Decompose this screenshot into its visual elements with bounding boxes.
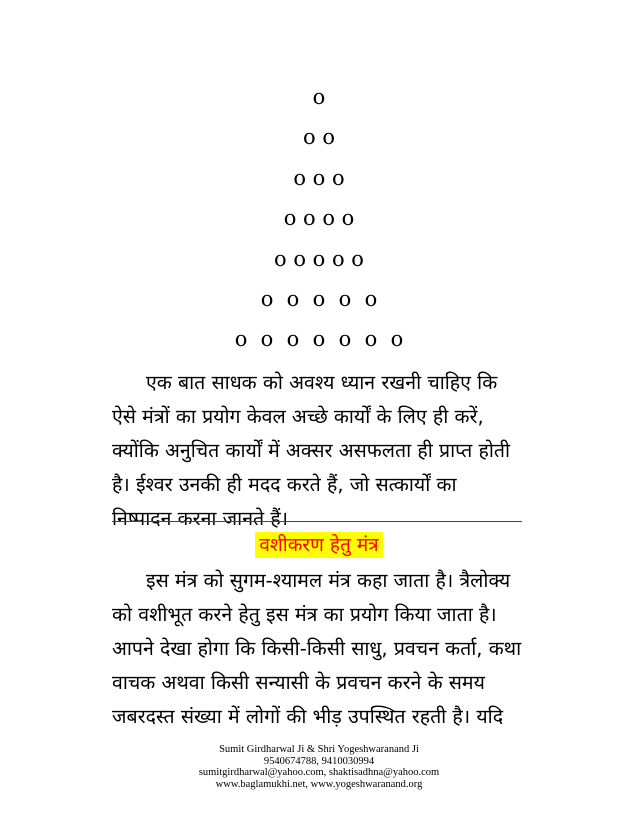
paragraph-line: आपने देखा होगा कि किसी-किसी साधु, प्रवचन कर्ता, कथा (112, 637, 522, 660)
circle-row: o o o o (283, 206, 355, 230)
paragraph-advice (112, 366, 522, 536)
paragraph-line: एक बात साधक को अवश्य ध्यान रखनी चाहिए कि (146, 371, 498, 394)
circle-row: o o o o o (260, 287, 378, 311)
section-divider (112, 521, 522, 522)
footer-phones: 9540674788, 9410030994 (263, 755, 375, 767)
circle-row: o o (303, 125, 335, 149)
page-footer (0, 744, 638, 790)
footer-authors: Sumit Girdharwal Ji & Shri Yogeshwaranand Ji (219, 744, 419, 755)
paragraph-mantra-intro (112, 564, 522, 734)
paragraph-line: इस मंत्र को सुगम-श्यामल मंत्र कहा जाता है। त्रैलोक्य (146, 569, 511, 592)
paragraph-line: जबरदस्त संख्या में लोगों की भीड़ उपस्थित रहती है। यदि (112, 705, 504, 728)
paragraph-line: वाचक अथवा किसी सन्यासी के प्रवचन करने के समय (112, 671, 485, 694)
circle-row: o o o (293, 166, 345, 190)
circle-row: o o o o o o o (234, 327, 404, 351)
footer-websites: www.baglamukhi.net, www.yogeshwaranand.org (215, 778, 423, 790)
circle-row: o o o o o (274, 247, 364, 271)
circle-triangle-decoration (0, 86, 638, 356)
footer-emails: sumitgirdharwal@yahoo.com, shaktisadhna@yahoo.com (198, 767, 440, 778)
section-heading-wrap (0, 532, 638, 558)
paragraph-line: है। ईश्वर उनकी ही मदद करते हैं, जो सत्कार्यों का (112, 473, 457, 496)
section-heading: वशीकरण हेतु मंत्र (255, 532, 382, 558)
paragraph-line: निष्पादन करना जानते हैं। (112, 507, 289, 530)
circle-row: o (312, 85, 326, 109)
paragraph-line: को वशीभूत करने हेतु इस मंत्र का प्रयोग किया जाता है। (112, 603, 497, 626)
paragraph-line: ऐसे मंत्रों का प्रयोग केवल अच्छे कार्यों के लिए ही करें, (112, 405, 484, 428)
paragraph-line: क्योंकि अनुचित कार्यों में अक्सर असफलता ही प्राप्त होती (112, 439, 511, 462)
